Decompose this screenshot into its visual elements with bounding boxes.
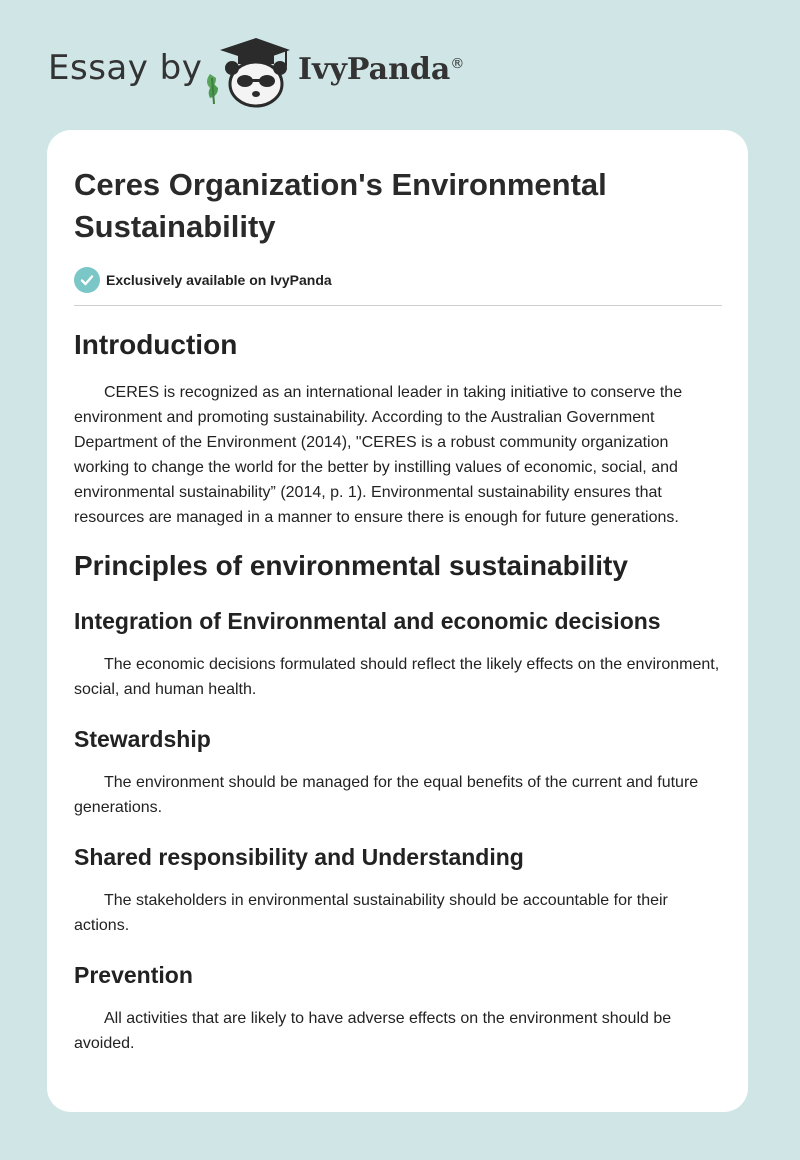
check-icon xyxy=(74,267,100,293)
stewardship-paragraph: The environment should be managed for the equal benefits of the current and future generations. xyxy=(74,774,699,816)
registered-mark: ® xyxy=(450,56,465,72)
introduction-paragraph: CERES is recognized as an international leader in taking initiative to conserve the environment and promoting sustainability. According to the Australian Government Department of the Environment (2014), "CERES is a robust community organization working to change the world for the better by instilling values of economic, social, and environmental sustainability” (2014, p. 1). Environmental sustainability ensures that resources are managed in a manner to ensure there is enough for future generations. xyxy=(74,384,683,526)
shared-responsibility-paragraph: The stakeholders in environmental sustainability should be accountable for their actions. xyxy=(74,892,668,934)
panda-logo-icon[interactable] xyxy=(200,34,292,110)
divider xyxy=(74,305,722,306)
integration-heading: Integration of Environmental and economic decisions xyxy=(74,608,661,634)
essay-title: Ceres Organization's Environmental Sustainability xyxy=(74,167,607,244)
site-header xyxy=(48,34,508,110)
shared-responsibility-heading: Shared responsibility and Understanding xyxy=(74,844,524,870)
ivy-leaf-icon xyxy=(207,74,218,104)
exclusive-label: Exclusively available on IvyPanda xyxy=(106,272,332,288)
prevention-heading: Prevention xyxy=(74,962,193,988)
essay-card xyxy=(47,130,748,1112)
prevention-paragraph: All activities that are likely to have adverse effects on the environment should be avoided. xyxy=(74,1010,672,1052)
stewardship-heading: Stewardship xyxy=(74,726,211,752)
brand-name[interactable] xyxy=(298,52,464,87)
introduction-heading: Introduction xyxy=(74,329,238,360)
brand-text: IvyPanda xyxy=(298,52,451,87)
principles-heading: Principles of environmental sustainability xyxy=(74,550,628,581)
integration-paragraph: The economic decisions formulated should reflect the likely effects on the environment, social, and human health. xyxy=(74,656,720,698)
essay-by-label: Essay by xyxy=(48,48,203,88)
exclusive-badge xyxy=(74,266,722,294)
